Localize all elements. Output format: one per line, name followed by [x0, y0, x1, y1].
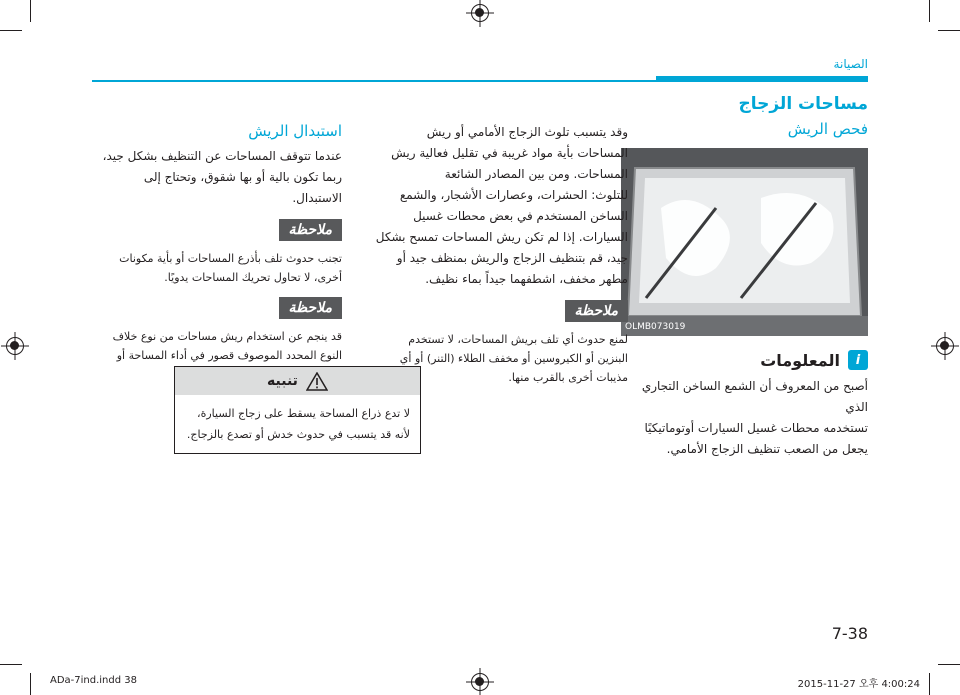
caution-text	[175, 395, 420, 453]
wiper-photo	[621, 148, 868, 336]
footer-file: ADa-7ind.indd 38	[50, 675, 137, 686]
text-line: يجعل من الصعب تنظيف الزجاج الأمامي.	[666, 442, 868, 456]
column-left	[100, 122, 342, 384]
column-middle	[358, 122, 628, 387]
warning-triangle-icon	[306, 372, 328, 391]
text-line: جيد، قم بتنظيف الزجاج والريش بمنظف جيد أو	[396, 251, 628, 265]
windshield-illustration	[621, 148, 868, 336]
caution-title: تنبيه	[267, 373, 298, 389]
crop-mark	[0, 664, 22, 665]
text-line: لأنه قد يتسبب في حدوث خدش أو تصدع بالزجاج.	[186, 428, 410, 441]
body-paragraph	[100, 146, 342, 209]
crop-mark	[929, 673, 930, 695]
text-line: المساحات. ومن بين المصادر الشائعة	[444, 167, 628, 181]
text-line: أصبح من المعروف أن الشمع الساخن التجاري الذي	[641, 379, 868, 414]
text-line: وقد يتسبب تلوث الزجاج الأمامي أو ريش	[426, 125, 628, 139]
section-header: الصيانة	[833, 57, 868, 71]
registration-mark	[6, 337, 24, 355]
text-line: ربما تكون بالية أو بها شقوق، وتحتاج إلى الاستبدال.	[143, 170, 342, 205]
caution-box	[174, 366, 421, 454]
text-line: الساخن المستخدم في بعض محطات غسيل	[413, 209, 628, 223]
note-badge: ملاحظة	[279, 219, 343, 241]
text-line: تستخدمه محطات غسيل السيارات أوتوماتيكيًا	[644, 421, 868, 435]
note-badge: ملاحظة	[565, 300, 629, 322]
header-accent-bar	[656, 76, 868, 81]
registration-mark	[936, 337, 954, 355]
text-line: تجنب حدوث تلف بأذرع المساحات أو بأية مكونات	[119, 252, 342, 265]
body-paragraph	[358, 122, 628, 290]
crop-mark	[30, 673, 31, 695]
info-icon: i	[848, 350, 868, 370]
info-text	[621, 376, 868, 460]
crop-mark	[929, 0, 930, 22]
info-title: المعلومات	[760, 350, 840, 370]
text-line: مطهر مخفف، اشطفهما جيداً بماء نظيف.	[425, 272, 628, 286]
text-line: عندما تتوقف المساحات عن التنظيف بشكل جيد،	[102, 149, 342, 163]
text-line: للتلوث: الحشرات، وعصارات الأشجار، والشمع	[399, 188, 628, 202]
column-right	[621, 94, 868, 460]
note-text	[100, 249, 342, 287]
text-line: لمنع حدوث أي تلف بريش المساحات، لا تستخدم	[408, 333, 628, 346]
text-line: أخرى، لا تحاول تحريك المساحات يدويًا.	[164, 271, 342, 284]
page-number: 7-38	[831, 624, 868, 643]
crop-mark	[30, 0, 31, 22]
photo-caption: OLMB073019	[625, 322, 686, 332]
text-line: لا تدع ذراع المساحة يسقط على زجاج السيارة،	[197, 407, 410, 420]
info-heading	[621, 350, 868, 370]
note-badge: ملاحظة	[279, 297, 343, 319]
crop-mark	[938, 664, 960, 665]
text-line: السيارات. إذا لم تكن ريش المساحات تمسح بشكل	[375, 230, 628, 244]
crop-mark	[0, 30, 22, 31]
text-line: المساحات بأية مواد غريبة في تقليل فعالية ريش	[391, 146, 628, 160]
text-line: مذيبات أخرى بالقرب منها.	[508, 371, 628, 384]
footer-timestamp: 2015-11-27 오후 4:00:24	[797, 679, 920, 690]
registration-mark	[471, 4, 489, 22]
text-line: البنزين أو الكيروسين أو مخفف الطلاء (التنر) أو أي	[399, 352, 628, 365]
text-line: قد ينجم عن استخدام ريش مساحات من نوع خلاف	[112, 330, 342, 343]
text-line: النوع المحدد الموصوف قصور في أداء المساحة أو	[116, 349, 342, 362]
crop-mark	[938, 30, 960, 31]
caution-header	[175, 367, 420, 395]
registration-mark	[471, 673, 489, 691]
subsection-title: فحص الريش	[787, 120, 868, 138]
replace-title: استبدال الريش	[248, 122, 342, 140]
section-title: مساحات الزجاج	[738, 94, 868, 114]
